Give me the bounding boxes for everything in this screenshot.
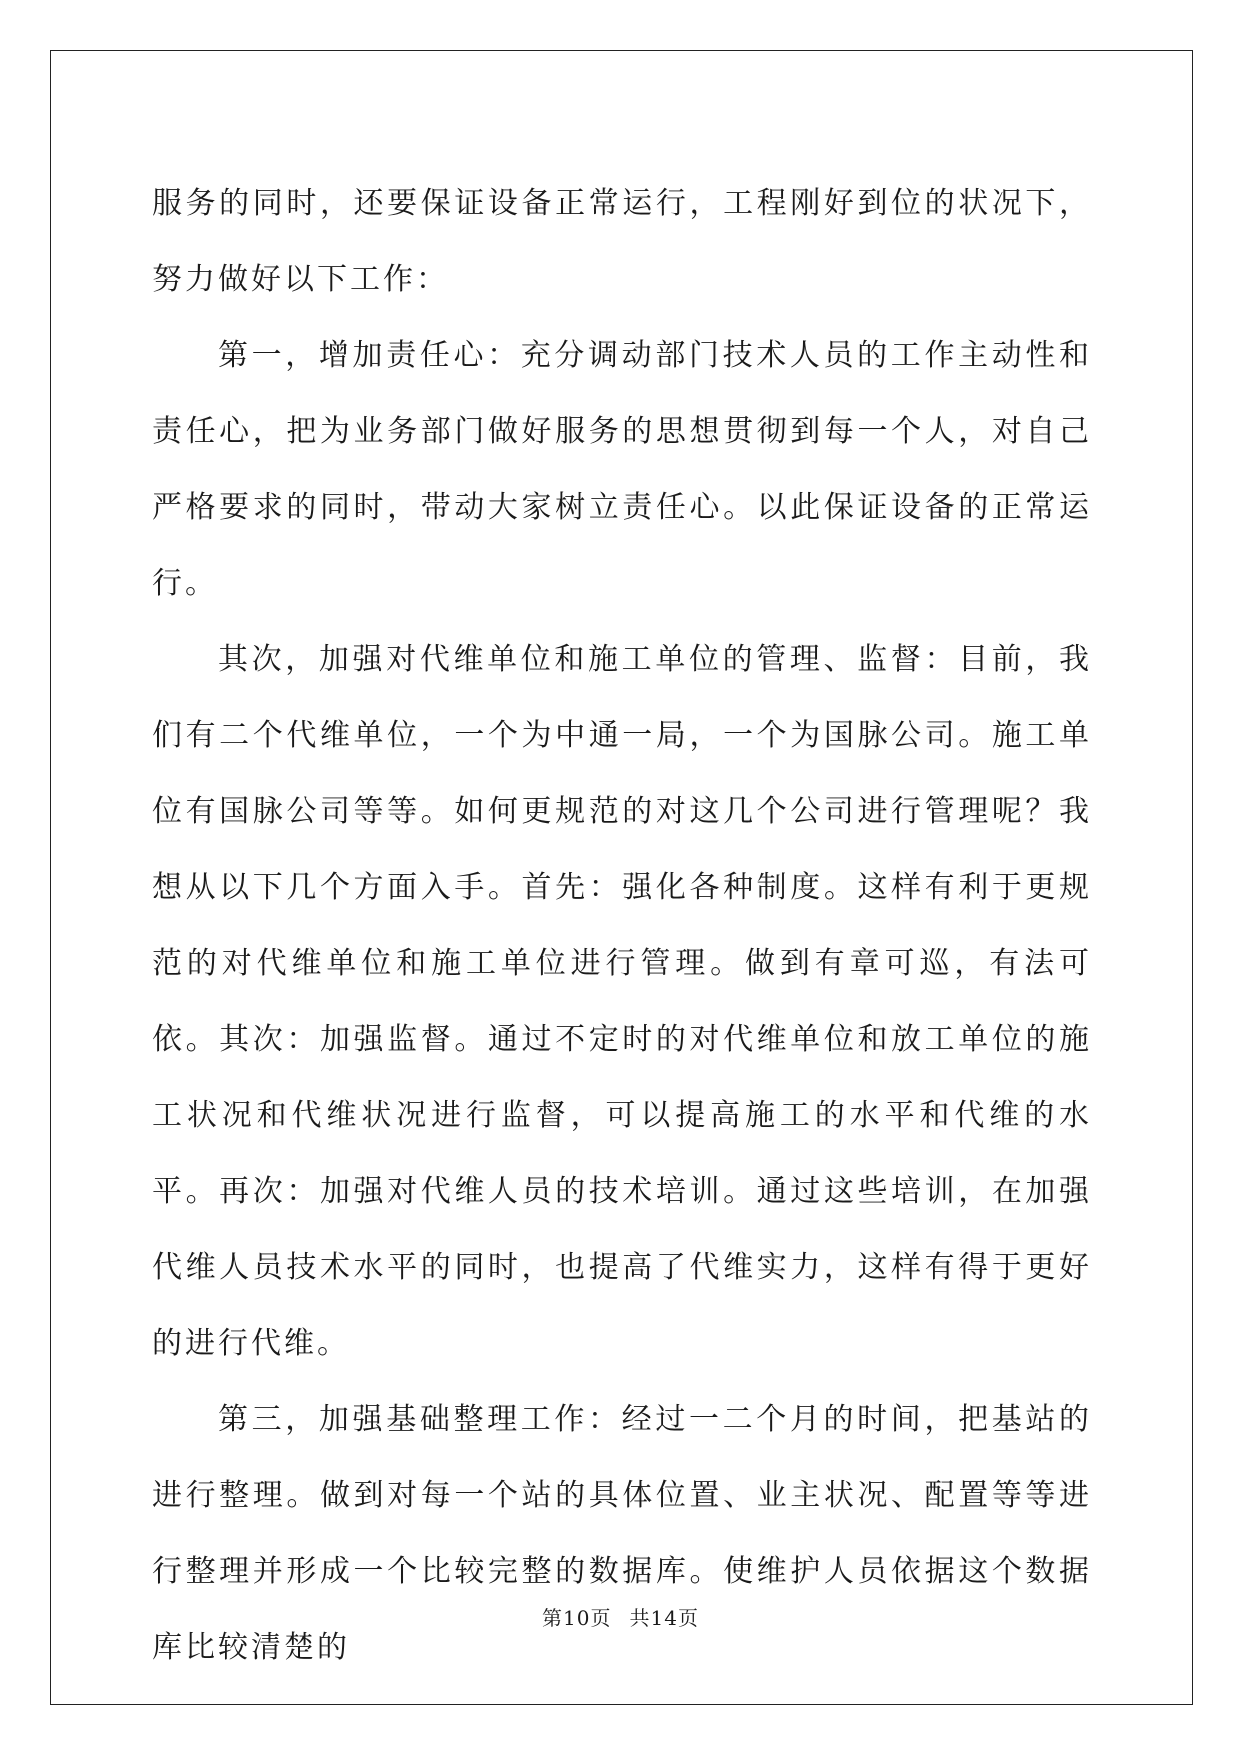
document-body [152,166,1092,1686]
page-footer [0,1602,1241,1631]
page-number: 第10页 [542,1606,612,1630]
paragraph-2: 第一，增加责任心：充分调动部门技术人员的工作主动性和责任心，把为业务部门做好服务的思想贯彻到每一个人，对自己严格要求的同时，带动大家树立责任心。以此保证设备的正常运行。 [152,338,1092,601]
page-total: 共14页 [629,1606,699,1630]
paragraph-3: 其次，加强对代维单位和施工单位的管理、监督：目前，我们有二个代维单位，一个为中通一局，一个为国脉公司。施工单位有国脉公司等等。如何更规范的对这几个公司进行管理呢？我想从以下几个方面入手。首先：强化各种制度。这样有利于更规范的对代维单位和施工单位进行管理。做到有章可巡，有法可依。其次：加强监督。通过不定时的对代维单位和放工单位的施工状况和代维状况进行监督，可以提高施工的水平和代维的水平。再次：加强对代维人员的技术培训。通过这些培训，在加强代维人员技术水平的同时，也提高了代维实力，这样有得于更好的进行代维。 [152,642,1092,1361]
paragraph-1: 服务的同时，还要保证设备正常运行，工程刚好到位的状况下，努力做好以下工作： [152,186,1092,297]
paragraph-4: 第三，加强基础整理工作：经过一二个月的时间，把基站的进行整理。做到对每一个站的具体位置、业主状况、配置等等进行整理并形成一个比较完整的数据库。使维护人员依据这个数据库比较清楚的 [152,1402,1092,1665]
